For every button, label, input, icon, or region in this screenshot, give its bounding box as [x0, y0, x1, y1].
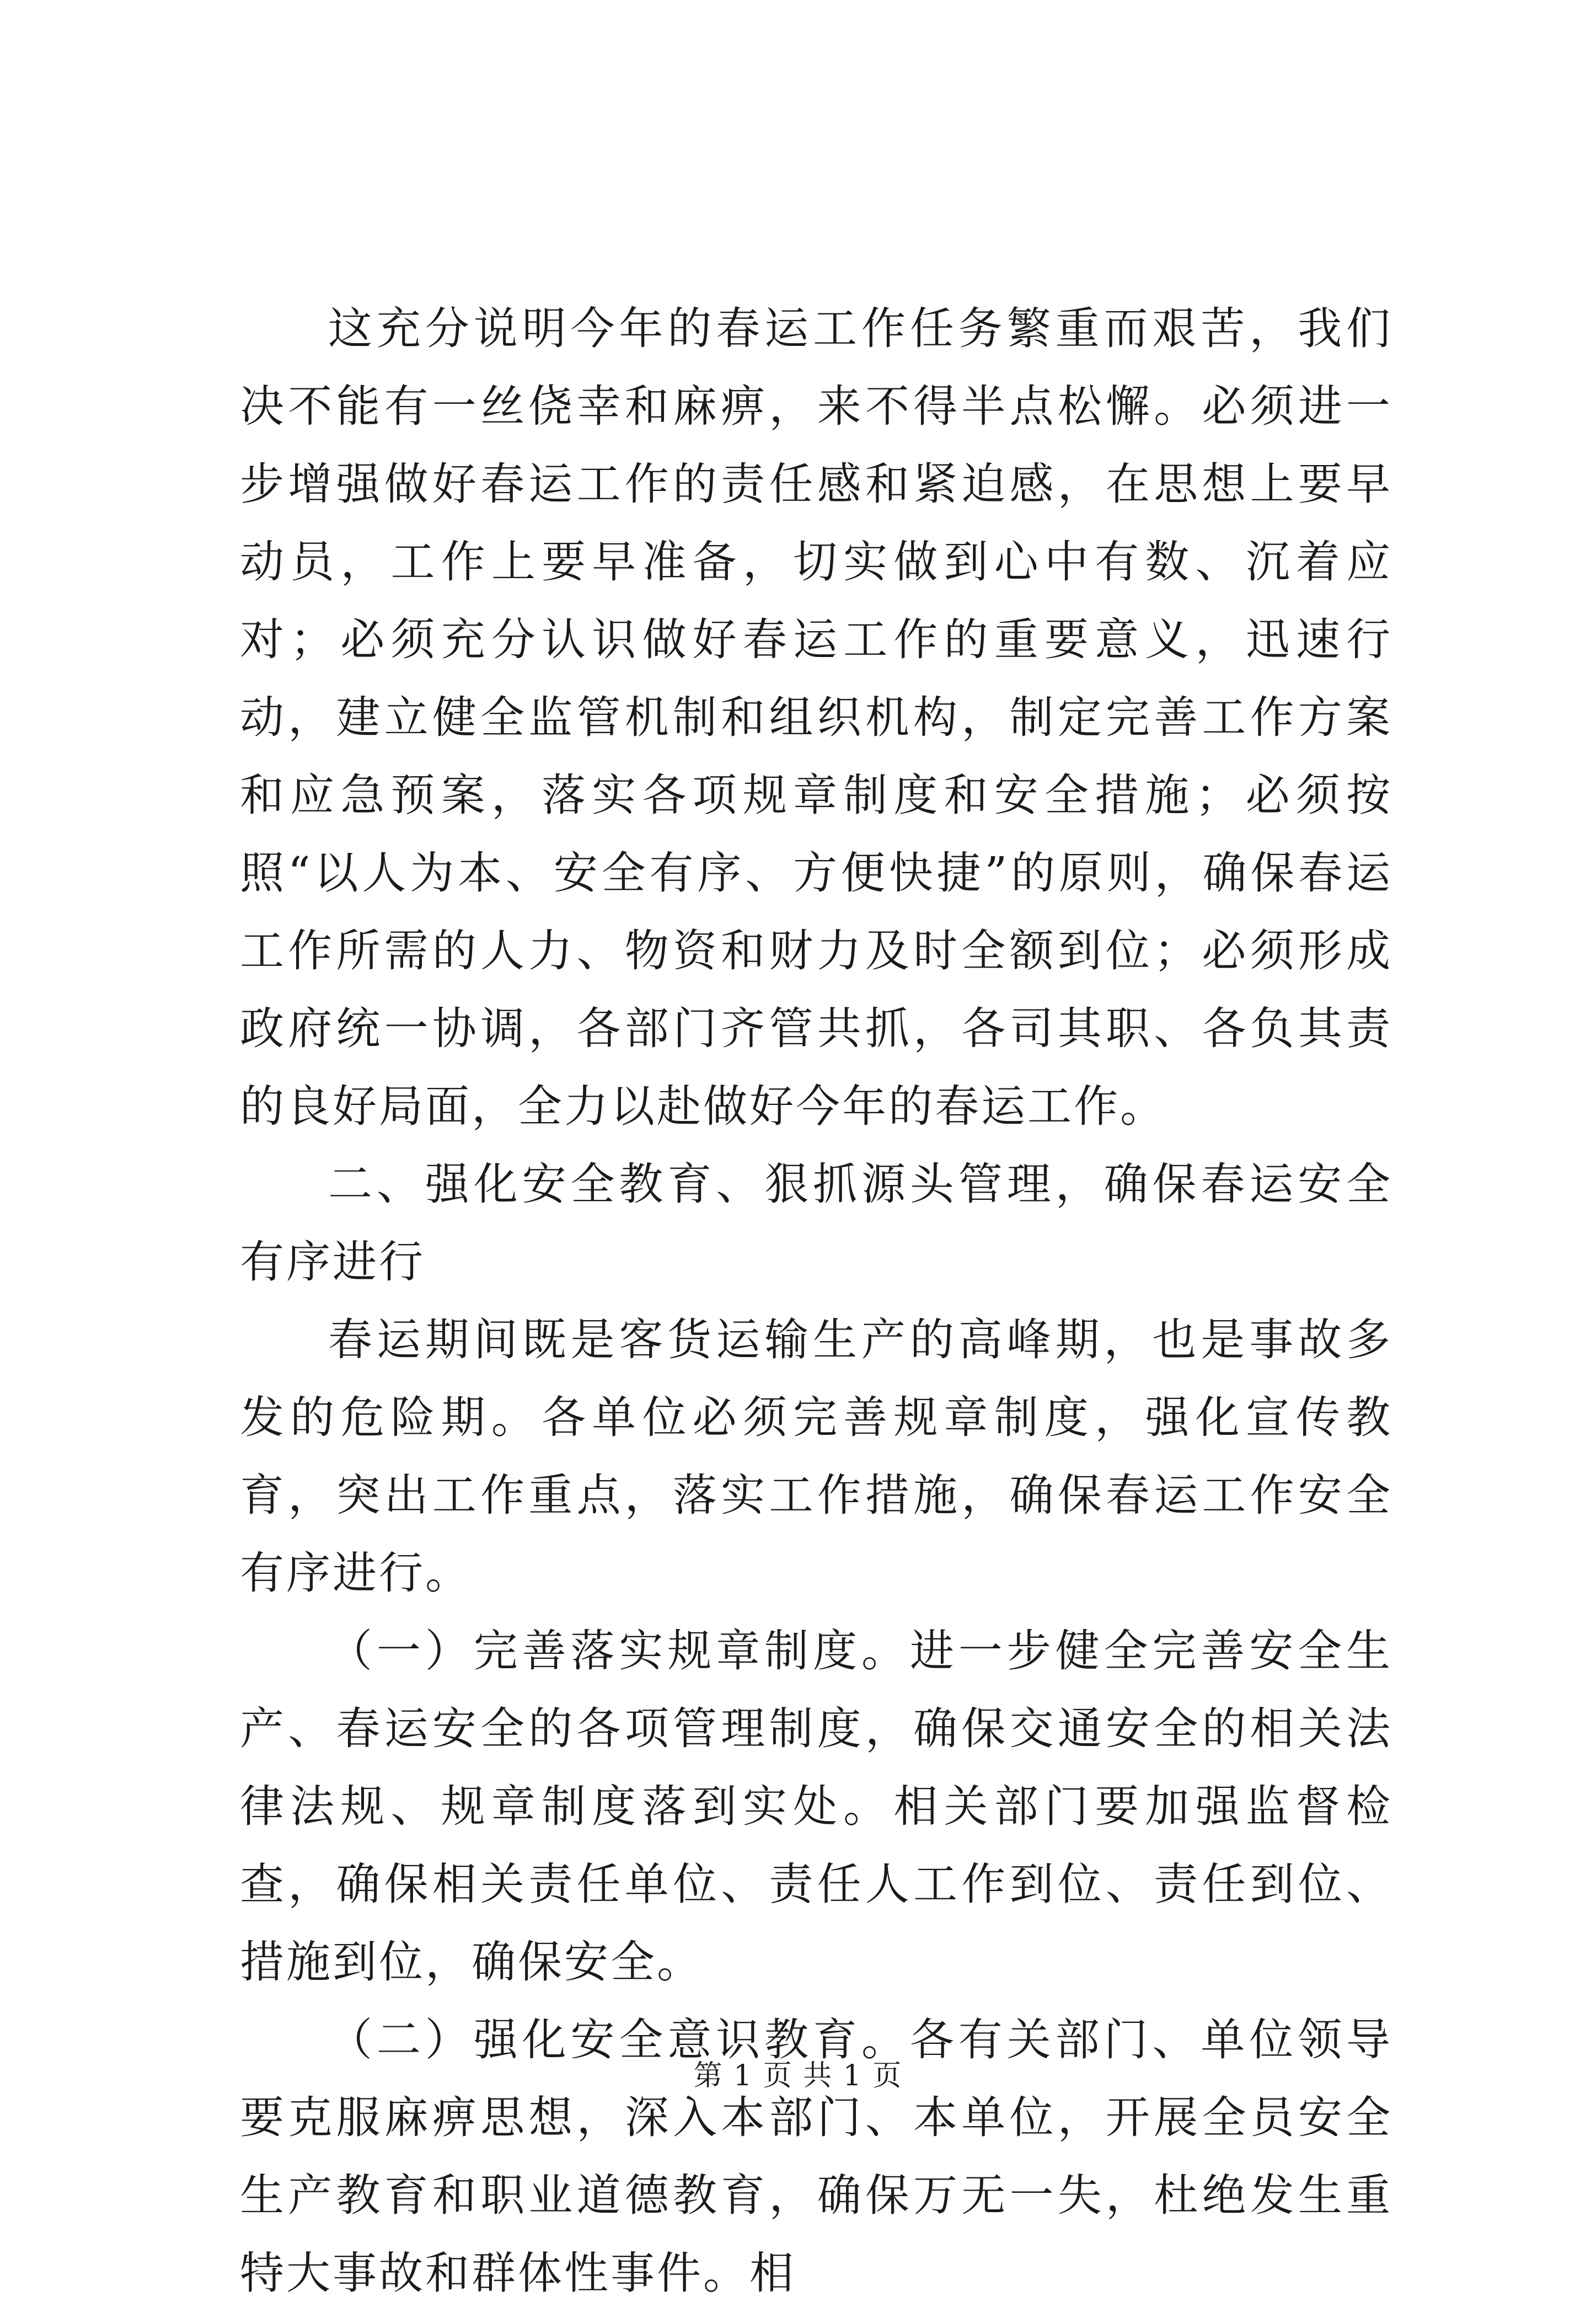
paragraph-safety-awareness: （二）强化安全意识教育。各有关部门、单位领导要克服麻痹思想，深入本部门、本单位，开展全员安全生产教育和职业道德教育，确保万无一失，杜绝发生重特大事故和群体性事件。相	[240, 2014, 1393, 2299]
paragraph-responsibility: 这充分说明今年的春运工作任务繁重而艰苦，我们决不能有一丝侥幸和麻痹，来不得半点松懈。必须进一步增强做好春运工作的责任感和紧迫感，在思想上要早动员，工作上要早准备，切实做到心中有数、沉着应对；必须充分认识做好春运工作的重要意义，迅速行动，建立健全监管机制和组织机构，制定完善工作方案和应急预案，落实各项规章制度和安全措施；必须按照“以人为本、安全有序、方便快捷”的原则，确保春运工作所需的人力、物资和财力及时全额到位；必须形成政府统一协调，各部门齐管共抓，各司其职、各负其责的良好局面，全力以赴做好今年的春运工作。	[240, 303, 1393, 1132]
paragraph-rules-regulations: （一）完善落实规章制度。进一步健全完善安全生产、春运安全的各项管理制度，确保交通安全的相关法律法规、规章制度落到实处。相关部门要加强监督检查，确保相关责任单位、责任人工作到位、责任到位、措施到位，确保安全。	[240, 1625, 1393, 1988]
document-body	[240, 290, 1393, 2312]
section-heading-safety-education: 二、强化安全教育、狠抓源头管理，确保春运安全有序进行	[240, 1158, 1393, 1288]
paragraph-peak-period: 春运期间既是客货运输生产的高峰期，也是事故多发的危险期。各单位必须完善规章制度，强化宣传教育，突出工作重点，落实工作措施，确保春运工作安全有序进行。	[240, 1314, 1393, 1599]
page-footer: 第 1 页 共 1 页	[693, 2059, 903, 2092]
